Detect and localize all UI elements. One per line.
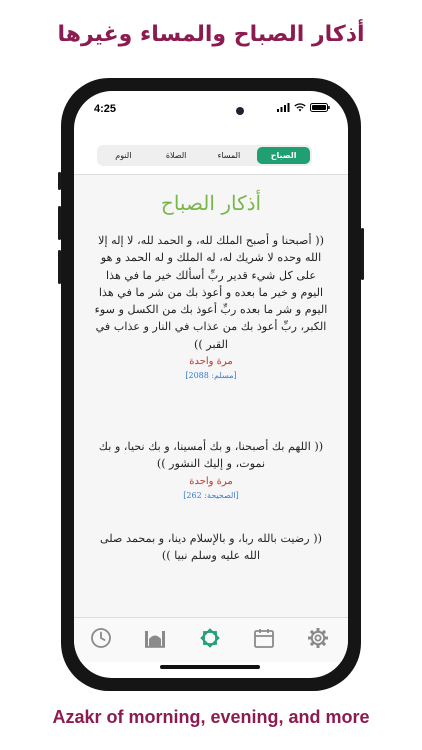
segmented-control bbox=[97, 145, 312, 166]
repeat-count: مرة واحدة bbox=[189, 356, 233, 368]
segment-sleep[interactable]: النوم bbox=[115, 151, 132, 160]
page-title: أذكار الصباح bbox=[160, 191, 262, 215]
source-reference: [الصحيحة: 262] bbox=[183, 490, 239, 500]
wifi-icon bbox=[294, 103, 306, 112]
status-time: 4:25 bbox=[94, 103, 117, 115]
phone-frame bbox=[61, 78, 361, 691]
segment-evening[interactable]: المساء bbox=[217, 151, 241, 160]
battery-icon bbox=[310, 103, 330, 112]
mosque-icon[interactable] bbox=[143, 626, 167, 650]
promo-caption: Azakr of morning, evening, and more bbox=[52, 707, 370, 727]
gear-icon[interactable] bbox=[306, 626, 330, 650]
dhikr-text: (( أصبحنا و أصبح الملك لله، و الحمد لله، لا إله إلا الله وحده لا شريك له، له الملك و له الحمد و هو على كل شيء قدير ربِّ أسألك خير ما في هذا اليوم و خير ما بعده و أعوذ بك من شر ما في هذا اليوم و شر ما بعده ربِّ أعوذ بك من الكسل و سوء الكبر، ربِّ أعوذ بك من عذاب في النار و عذاب في القبر )) bbox=[94, 234, 328, 351]
clock-icon[interactable] bbox=[89, 626, 113, 650]
screen bbox=[74, 91, 348, 678]
volume-down-button bbox=[58, 250, 61, 284]
star-icon[interactable] bbox=[198, 626, 222, 650]
home-indicator[interactable] bbox=[160, 665, 260, 669]
calendar-icon[interactable] bbox=[252, 626, 276, 650]
dhikr-text: (( رضيت بالله ربا، و بالإسلام دينا، و بمحمد صلى الله عليه وسلم نبيا )) bbox=[99, 531, 322, 562]
signal-icon bbox=[277, 103, 290, 112]
dhikr-list[interactable] bbox=[74, 175, 348, 617]
source-reference: [مسلم: 2088] bbox=[185, 371, 237, 381]
power-button bbox=[361, 228, 364, 280]
repeat-count: مرة واحدة bbox=[189, 475, 233, 487]
tab-bar bbox=[74, 617, 348, 662]
front-camera bbox=[236, 107, 244, 115]
segment-bar bbox=[74, 132, 348, 175]
promo-headline: أذكار الصباح والمساء وغيرها bbox=[57, 22, 365, 47]
status-bar bbox=[74, 91, 348, 125]
dhikr-text: (( اللهم بك أصبحنا، و بك أمسينا، و بك نحيا، و بك نموت، و إليك النشور )) bbox=[98, 440, 324, 471]
segment-morning[interactable]: الصباح bbox=[257, 147, 310, 164]
mute-switch bbox=[58, 172, 61, 190]
segment-prayer[interactable]: الصلاة bbox=[165, 151, 187, 160]
volume-up-button bbox=[58, 206, 61, 240]
